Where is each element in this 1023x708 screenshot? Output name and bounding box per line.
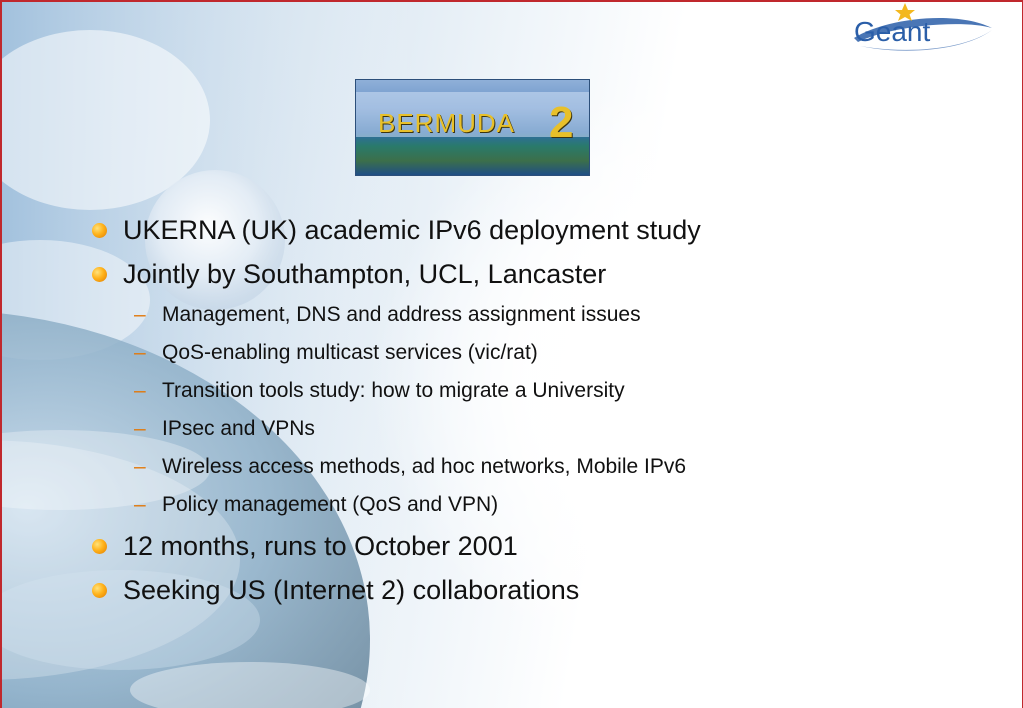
banner-title: BERMUDA: [378, 108, 516, 138]
logo-text: Geant: [854, 16, 931, 47]
bullet-list: [90, 210, 970, 614]
sub-bullet-text: Transition tools study: how to migrate a University: [162, 379, 625, 402]
sub-bullet-text: IPsec and VPNs: [162, 417, 315, 440]
bullet-dot-icon: [92, 223, 107, 238]
bullet-item: [90, 526, 970, 570]
sub-bullet-item: [90, 450, 970, 488]
bullet-text: UKERNA (UK) academic IPv6 deployment study: [123, 215, 701, 245]
dash-icon: –: [134, 303, 146, 326]
geant-logo: [846, 0, 996, 60]
dash-icon: –: [134, 493, 146, 516]
sub-bullet-text: Management, DNS and address assignment issues: [162, 303, 641, 326]
bullet-text: 12 months, runs to October 2001: [123, 531, 518, 561]
banner-number: 2: [549, 98, 574, 147]
sub-bullet-text: Policy management (QoS and VPN): [162, 493, 499, 516]
bullet-text: Seeking US (Internet 2) collaborations: [123, 575, 580, 605]
bullet-text: Jointly by Southampton, UCL, Lancaster: [123, 259, 607, 289]
dash-icon: –: [134, 379, 146, 402]
bullet-item: [90, 254, 970, 298]
dash-icon: –: [134, 417, 146, 440]
frame-left-line: [0, 0, 2, 708]
sub-bullet-item: [90, 298, 970, 336]
dash-icon: –: [134, 341, 146, 364]
sub-bullet-item: [90, 374, 970, 412]
bullet-dot-icon: [92, 267, 107, 282]
bullet-item: [90, 210, 970, 254]
dash-icon: –: [134, 455, 146, 478]
sub-bullet-item: [90, 488, 970, 526]
sub-bullet-text: QoS-enabling multicast services (vic/rat): [162, 341, 538, 364]
bullet-item: [90, 570, 970, 614]
sub-bullet-item: [90, 336, 970, 374]
bermuda-banner: [355, 79, 590, 176]
sub-bullet-item: [90, 412, 970, 450]
bullet-dot-icon: [92, 583, 107, 598]
sub-bullet-text: Wireless access methods, ad hoc networks, Mobile IPv6: [162, 455, 687, 478]
bullet-dot-icon: [92, 539, 107, 554]
